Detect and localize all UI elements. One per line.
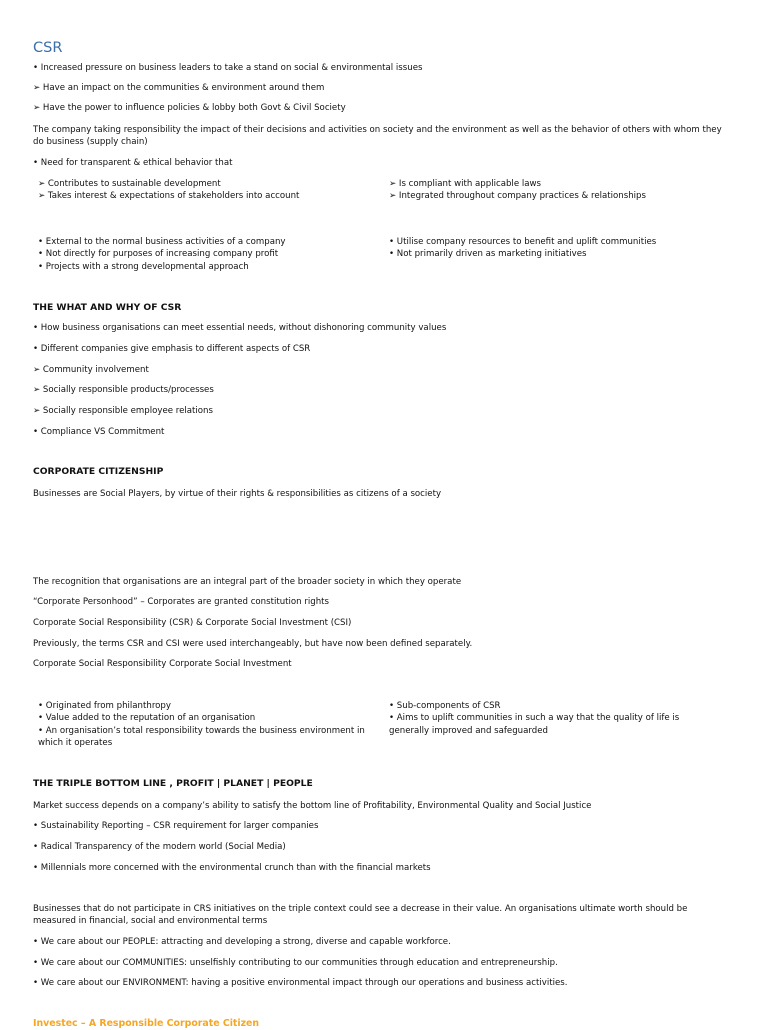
list-item: ➢ Community involvement — [33, 365, 149, 375]
list-item: ➢ Takes interest & expectations of stakeholders into account — [38, 191, 300, 202]
list-item: ➢ Socially responsible products/processes — [33, 385, 214, 395]
list-item: ➢ Socially responsible employee relations — [33, 406, 213, 416]
list-item: • Radical Transparency of the modern world (Social Media) — [33, 842, 286, 852]
page-title: CSR — [33, 40, 63, 56]
list-item: • An organisation’s total responsibility towards the business environment in which it operates — [38, 725, 365, 749]
column-left — [38, 236, 286, 273]
column-right — [389, 236, 656, 261]
bullet-text: ➢ Have the power to influence policies & lobby both Govt & Civil Society — [33, 103, 346, 113]
column-left — [38, 700, 378, 750]
column-right — [389, 178, 646, 203]
bullet-text: • Increased pressure on business leaders to take a stand on social & environmental issues — [33, 63, 423, 73]
list-item: • Aims to uplift communities in such a way that the quality of life is generally improved and safeguarded — [389, 713, 680, 736]
list-item: • Value added to the reputation of an organisation — [38, 713, 256, 724]
bullet-text: ➢ Have an impact on the communities & environment around them — [33, 83, 325, 93]
list-item: • Originated from philanthropy — [38, 701, 171, 711]
paragraph: Previously, the terms CSR and CSI were used interchangeably, but have now been defined separately. — [33, 639, 473, 649]
list-item: • We care about our PEOPLE: attracting and developing a strong, diverse and capable workforce. — [33, 937, 451, 947]
list-item: • Utilise company resources to benefit and uplift communities — [389, 237, 657, 247]
list-item: • Different companies give emphasis to different aspects of CSR — [33, 344, 311, 354]
column-right — [389, 700, 719, 737]
section-heading-cut: Investec – A Responsible Corporate Citizen — [33, 1018, 260, 1029]
column-left — [38, 178, 299, 203]
paragraph: Businesses that do not participate in CRS initiatives on the triple context could see a decrease in their value. An organisations ultimate worth should be measured in financial, social and environmental terms — [33, 904, 688, 927]
list-item: • Millennials more concerned with the environmental crunch than with the financial markets — [33, 863, 431, 873]
bullet-text: • Need for transparent & ethical behavior that — [33, 158, 233, 168]
paragraph: The company taking responsibility the impact of their decisions and activities on society and the environment as well as the behavior of others with whom they do business (supply chain) — [33, 125, 722, 148]
list-item: • Sub-components of CSR — [389, 701, 501, 711]
paragraph: The recognition that organisations are an integral part of the broader society in which they operate — [33, 577, 462, 587]
list-item: ➢ Contributes to sustainable development — [38, 179, 221, 189]
list-item: • Not primarily driven as marketing initiatives — [389, 249, 587, 260]
list-item: • We care about our COMMUNITIES: unselfishly contributing to our communities through education and entrepreneurship. — [33, 958, 558, 968]
list-item: • How business organisations can meet essential needs, without dishonoring community values — [33, 323, 447, 333]
list-item: • Not directly for purposes of increasing company profit — [38, 249, 279, 260]
paragraph: Corporate Social Responsibility (CSR) & Corporate Social Investment (CSI) — [33, 618, 352, 628]
paragraph: Corporate Social Responsibility Corporate Social Investment — [33, 659, 292, 669]
list-item: • External to the normal business activities of a company — [38, 237, 286, 247]
paragraph: “Corporate Personhood” – Corporates are granted constitution rights — [33, 597, 330, 607]
list-item: • Sustainability Reporting – CSR requirement for larger companies — [33, 821, 319, 831]
list-item: ➢ Is compliant with applicable laws — [389, 179, 542, 189]
list-item: ➢ Integrated throughout company practices & relationships — [389, 191, 646, 202]
list-item: • We care about our ENVIRONMENT: having a positive environmental impact through our operations and business activities. — [33, 978, 568, 988]
section-heading: CORPORATE CITIZENSHIP — [33, 466, 164, 477]
paragraph: Businesses are Social Players, by virtue of their rights & responsibilities as citizens of a society — [33, 489, 442, 499]
list-item: • Compliance VS Commitment — [33, 427, 165, 437]
section-heading: THE TRIPLE BOTTOM LINE , PROFIT | PLANET | PEOPLE — [33, 778, 313, 789]
paragraph: Market success depends on a company’s ability to satisfy the bottom line of Profitability, Environmental Quality and Social Justice — [33, 801, 592, 811]
section-heading: THE WHAT AND WHY OF CSR — [33, 302, 182, 313]
list-item: • Projects with a strong developmental approach — [38, 261, 249, 272]
